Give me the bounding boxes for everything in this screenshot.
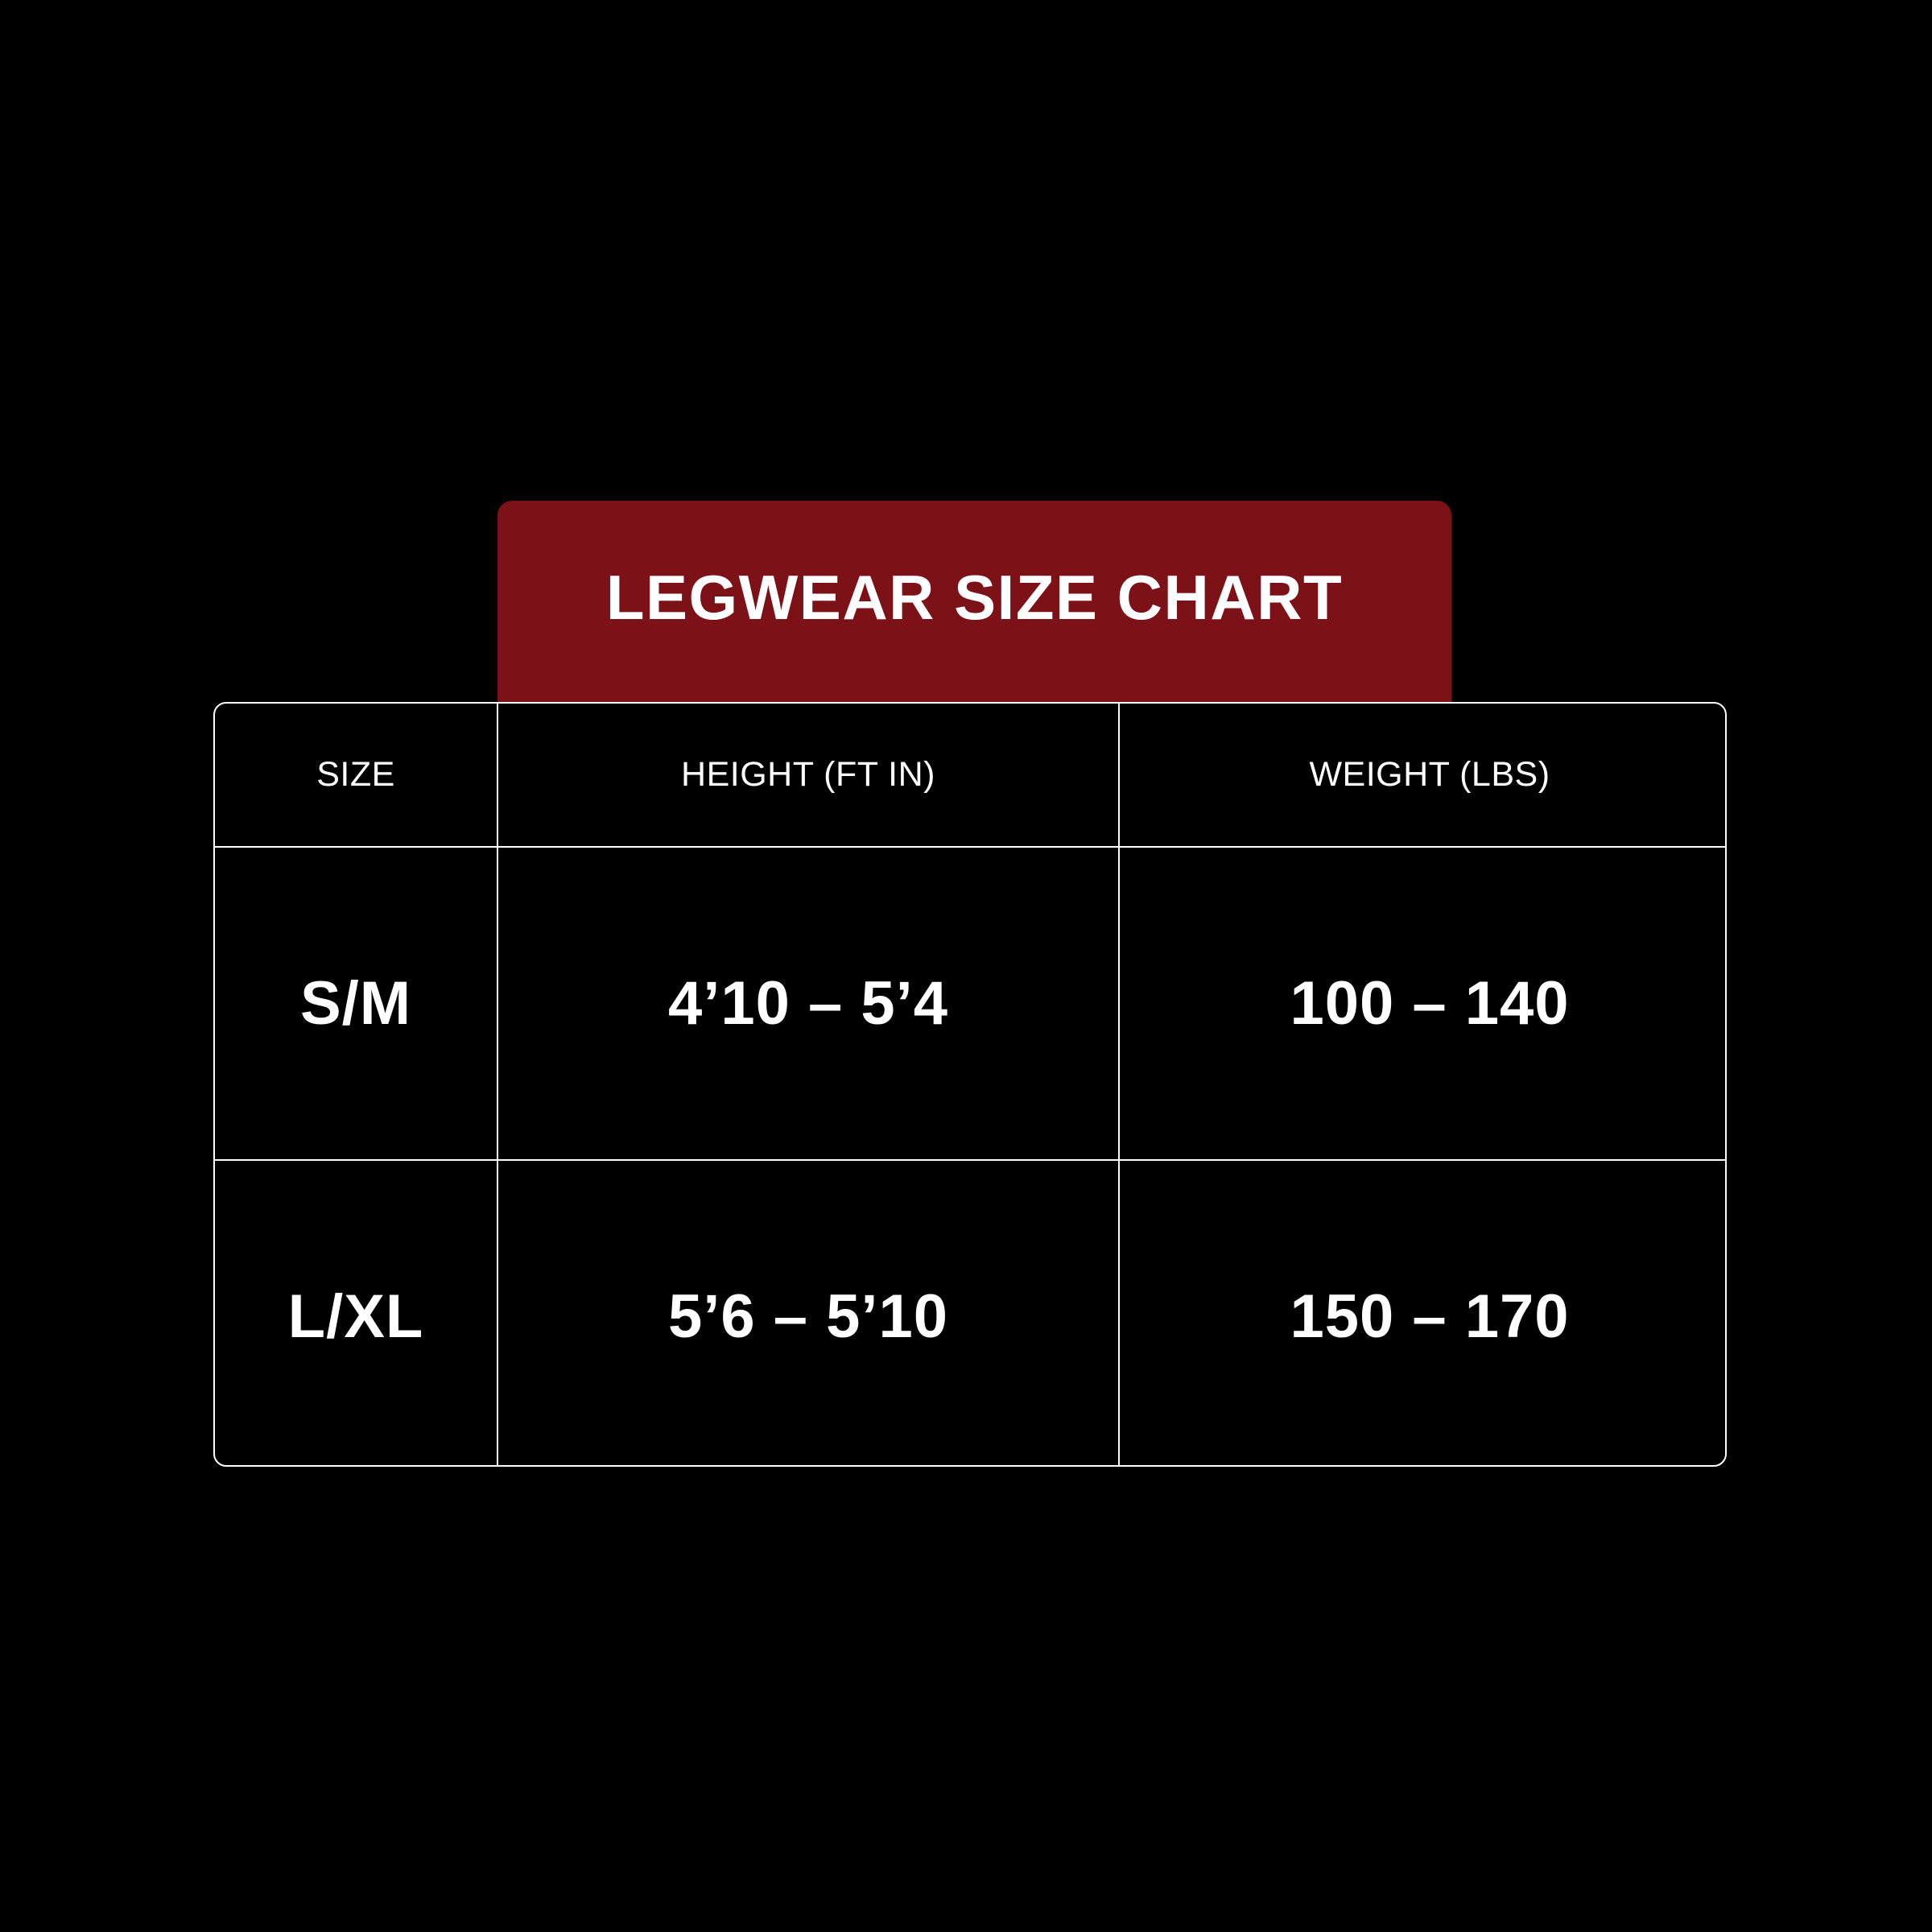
cell-size-sm: S/M xyxy=(214,847,497,1160)
table-row xyxy=(214,847,1727,1160)
cell-weight-lxl: 150 – 170 xyxy=(1119,1160,1727,1467)
column-header-size: SIZE xyxy=(214,703,497,847)
cell-height-lxl: 5’6 – 5’10 xyxy=(497,1160,1119,1467)
cell-size-lxl: L/XL xyxy=(214,1160,497,1467)
table-header-row xyxy=(214,703,1727,847)
size-chart-table-container xyxy=(213,702,1727,1467)
column-header-weight: WEIGHT (LBS) xyxy=(1119,703,1727,847)
column-header-height: HEIGHT (FT IN) xyxy=(497,703,1119,847)
cell-weight-sm: 100 – 140 xyxy=(1119,847,1727,1160)
size-chart-table xyxy=(213,702,1727,1467)
page-title: LEGWEAR SIZE CHART xyxy=(605,561,1344,633)
title-banner xyxy=(497,501,1451,702)
table-row xyxy=(214,1160,1727,1467)
cell-height-sm: 4’10 – 5’4 xyxy=(497,847,1119,1160)
